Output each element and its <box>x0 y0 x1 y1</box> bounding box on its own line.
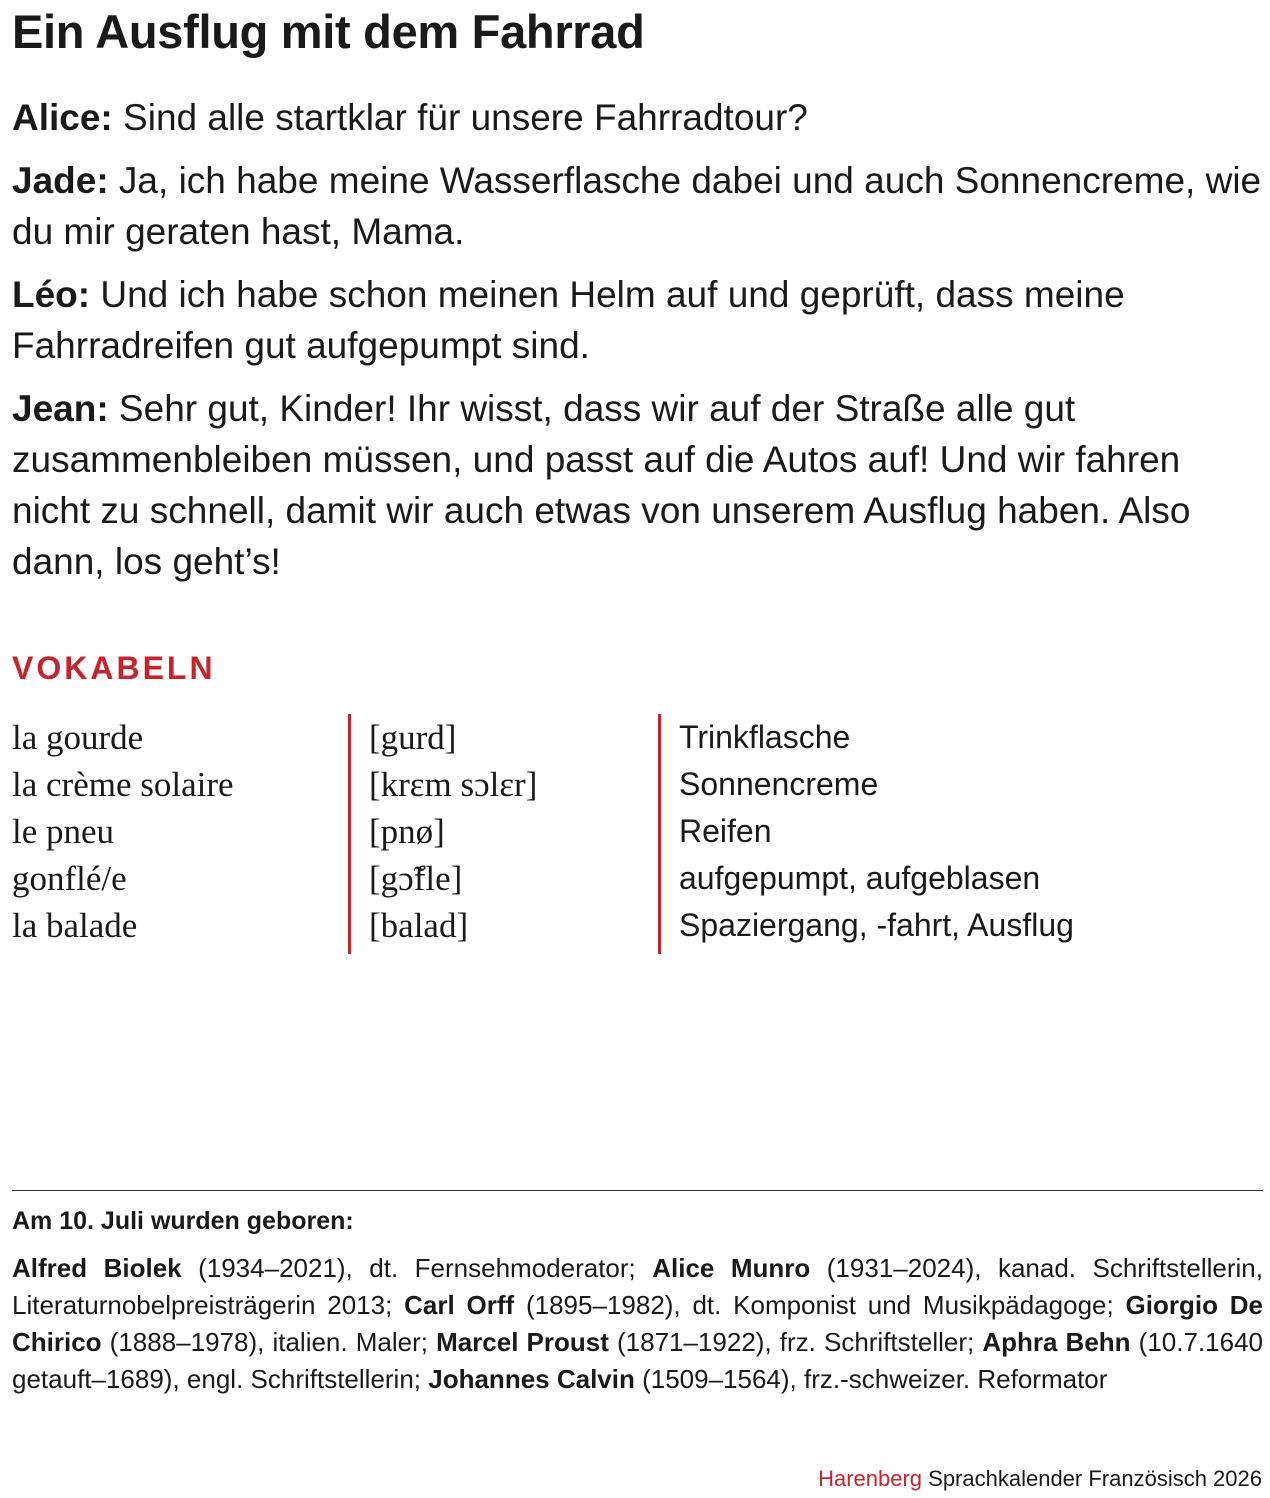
person-info: (1509–1564), frz.-schweizer. Reformator <box>634 1364 1108 1394</box>
dialogue <box>12 92 1262 599</box>
vocab-french-term: la crème solaire <box>12 765 234 804</box>
person-name: Marcel Proust <box>436 1327 609 1357</box>
vocab-french-term: le pneu <box>12 812 115 851</box>
vocab-pronunciation: [krɛm sɔlɛr] <box>369 765 538 804</box>
speaker-name: Alice: <box>12 97 113 138</box>
dialogue-line <box>12 269 1262 371</box>
dialogue-line <box>12 383 1262 587</box>
vocab-french-term: la balade <box>12 906 138 945</box>
person-info: (1934–2021), dt. Fernsehmoderator; <box>181 1253 653 1283</box>
vocab-german-translation: aufgepumpt, aufgeblasen <box>679 860 1041 896</box>
dialogue-text: Sind alle startklar für unsere Fahrradtour? <box>112 97 808 138</box>
vocab-column-german <box>658 714 1270 954</box>
vocab-pronunciation: [balad] <box>369 906 469 945</box>
vocab-pronunciation: [gurd] <box>369 718 457 757</box>
person-name: Alice Munro <box>652 1253 811 1283</box>
dialogue-text: Ja, ich habe meine Wasserflasche dabei und auch Sonnencreme, wie du mir geraten hast, Mama. <box>12 160 1262 252</box>
vocab-french-term: la gourde <box>12 718 144 757</box>
vocab-german-translation: Trinkflasche <box>679 719 851 755</box>
publisher-brand: Harenberg <box>818 1466 923 1491</box>
dialogue-text: Und ich habe schon meinen Helm auf und geprüft, dass meine Fahrradreifen gut aufgepumpt sind. <box>12 274 1125 366</box>
vocab-german-translation: Spaziergang, -fahrt, Ausflug <box>679 907 1074 943</box>
person-name: Aphra Behn <box>982 1327 1131 1357</box>
footer-credit <box>818 1464 1262 1494</box>
birthdays-list <box>12 1250 1263 1398</box>
page-title: Ein Ausflug mit dem Fahrrad <box>12 5 645 58</box>
vocab-table <box>12 714 1262 954</box>
person-info: (10.7.1640 getauft–1689), engl. Schriftstellerin; <box>12 1327 1263 1394</box>
person-name: Carl Orff <box>404 1290 515 1320</box>
vocab-french-term: gonflé/e <box>12 859 127 898</box>
person-info: (1871–1922), frz. Schriftsteller; <box>608 1327 983 1357</box>
vocab-heading: VOKABELN <box>12 650 216 686</box>
dialogue-line <box>12 155 1262 257</box>
person-info: (1895–1982), dt. Komponist und Musikpädagoge; <box>514 1290 1126 1320</box>
vocab-pronunciation: [pnø] <box>369 812 445 851</box>
speaker-name: Jean: <box>12 388 109 429</box>
vocab-column-pronunciation <box>348 714 669 954</box>
speaker-name: Léo: <box>12 274 91 315</box>
person-info: (1888–1978), italien. Maler; <box>101 1327 437 1357</box>
person-info: (1931–2024), kanad. Schriftstellerin, Literaturnobelpreisträgerin 2013; <box>12 1253 1263 1320</box>
vocab-german-translation: Reifen <box>679 813 772 849</box>
footer-text: Sprachkalender Französisch 2026 <box>922 1466 1262 1491</box>
person-name: Alfred Biolek <box>12 1253 182 1283</box>
vocab-german-translation: Sonnencreme <box>679 766 879 802</box>
dialogue-line <box>12 92 1262 143</box>
person-name: Johannes Calvin <box>428 1364 635 1394</box>
person-name: Giorgio De Chirico <box>12 1290 1263 1357</box>
dialogue-text: Sehr gut, Kinder! Ihr wisst, dass wir auf der Straße alle gut zusammenbleiben müssen, und passt auf die Autos auf! Und wir fahren nicht zu schnell, damit wir auch etwas von unserem Ausflug haben. Also dann, los geht’s! <box>12 388 1191 582</box>
speaker-name: Jade: <box>12 160 109 201</box>
section-divider <box>12 1190 1263 1191</box>
vocab-column-french <box>12 714 342 954</box>
vocab-pronunciation: [gɔ̃fle] <box>369 859 463 898</box>
birthdays-heading: Am 10. Juli wurden geboren: <box>12 1207 354 1235</box>
